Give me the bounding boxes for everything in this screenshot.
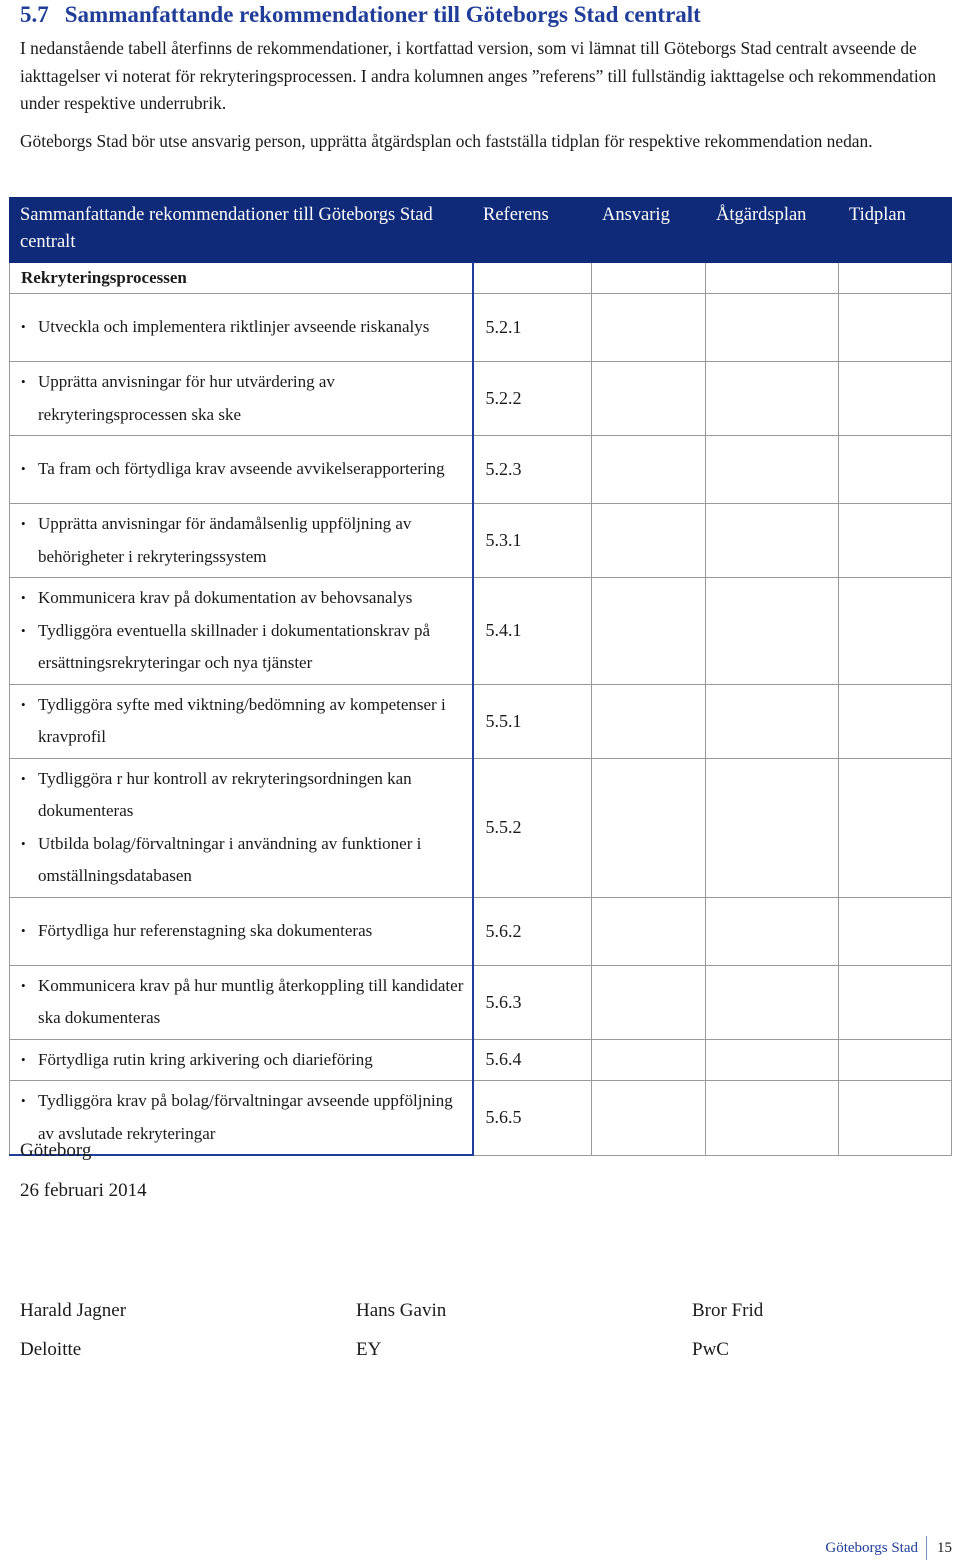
header-ansvarig: Ansvarig <box>592 198 706 263</box>
reference-cell: 5.6.4 <box>473 1039 592 1081</box>
recommendation-item <box>21 915 466 948</box>
ansvarig-cell <box>592 436 706 504</box>
recommendation-text: Tydliggöra eventuella skillnader i dokumentationskrav på ersättningsrekryteringar och nya tjänster <box>38 620 431 672</box>
tidplan-cell <box>839 965 952 1039</box>
recommendation-cell <box>10 362 473 436</box>
tidplan-cell <box>839 1081 952 1156</box>
recommendation-text: Ta fram och förtydliga krav avseende avvikelserapportering <box>38 459 445 479</box>
subheading-row <box>10 263 952 294</box>
reference-cell: 5.2.3 <box>473 436 592 504</box>
bullet-icon: • <box>21 835 26 851</box>
atgardsplan-cell <box>706 897 839 965</box>
reference-cell: 5.4.1 <box>473 578 592 685</box>
section-number: 5.7 <box>20 2 49 27</box>
tidplan-cell <box>839 578 952 685</box>
atgardsplan-cell <box>706 578 839 685</box>
ansvarig-cell <box>592 965 706 1039</box>
recommendation-cell <box>10 578 473 685</box>
table-cell <box>473 263 592 294</box>
tidplan-cell <box>839 758 952 897</box>
table-row <box>10 294 952 362</box>
signature-org: Deloitte <box>20 1339 82 1360</box>
recommendation-text: Utbilda bolag/förvaltningar i användning av funktioner i omställningsdatabasen <box>38 833 422 885</box>
atgardsplan-cell <box>706 1081 839 1156</box>
recommendation-text: Tydliggöra syfte med viktning/bedömning av kompetenser i kravprofil <box>38 694 446 746</box>
tidplan-cell <box>839 897 952 965</box>
table-row <box>10 504 952 578</box>
signature-name: Harald Jagner <box>20 1300 127 1321</box>
ansvarig-cell <box>592 758 706 897</box>
table-cell <box>592 263 706 294</box>
recommendation-text: Tydliggöra r hur kontroll av rekryteringsordningen kan dokumenteras <box>38 768 412 820</box>
recommendation-text: Upprätta anvisningar för hur utvärdering av rekryteringsprocessen ska ske <box>38 372 335 424</box>
bullet-icon: • <box>21 1093 26 1108</box>
reference-cell: 5.5.1 <box>473 684 592 758</box>
signature-name: Hans Gavin <box>356 1300 447 1321</box>
recommendation-text: Tydliggöra krav på bolag/förvaltningar avseende uppföljning av avslutade rekryteringar <box>38 1091 453 1143</box>
header-referens: Referens <box>473 198 592 263</box>
footer-divider <box>926 1536 927 1560</box>
table-cell <box>706 263 839 294</box>
bullet-icon: • <box>21 922 26 938</box>
recommendation-cell <box>10 504 473 578</box>
bullet-icon: • <box>21 590 26 605</box>
tidplan-cell <box>839 1039 952 1081</box>
bullet-icon: • <box>21 374 26 389</box>
bullet-icon: • <box>21 622 26 638</box>
closing-place: Göteborg <box>20 1140 92 1161</box>
recommendation-cell <box>10 294 473 362</box>
footer-org: Göteborgs Stad <box>825 1539 918 1556</box>
atgardsplan-cell <box>706 1039 839 1081</box>
ansvarig-cell <box>592 897 706 965</box>
atgardsplan-cell <box>706 504 839 578</box>
table-row <box>10 684 952 758</box>
reference-cell: 5.6.3 <box>473 965 592 1039</box>
recommendation-text: Kommunicera krav på dokumentation av behovsanalys <box>38 588 413 607</box>
recommendation-item <box>21 970 466 1035</box>
table-row <box>10 578 952 685</box>
recommendation-cell <box>10 965 473 1039</box>
recommendations-table <box>9 197 952 1156</box>
page-number: 15 <box>937 1539 952 1556</box>
tidplan-cell <box>839 294 952 362</box>
reference-cell: 5.6.5 <box>473 1081 592 1156</box>
tidplan-cell <box>839 362 952 436</box>
header-recommendations: Sammanfattande rekommendationer till Göteborgs Stad centralt <box>10 198 473 263</box>
tidplan-cell <box>839 504 952 578</box>
atgardsplan-cell <box>706 362 839 436</box>
table-header-row <box>10 198 952 263</box>
table-row <box>10 362 952 436</box>
bullet-icon: • <box>21 696 26 712</box>
section-title: Sammanfattande rekommendationer till Göteborgs Stad centralt <box>64 2 701 27</box>
signature-org: PwC <box>692 1339 729 1360</box>
recommendation-text: Utveckla och implementera riktlinjer avseende riskanalys <box>38 317 430 337</box>
bullet-icon: • <box>21 977 26 993</box>
recommendation-item <box>21 1044 466 1077</box>
recommendation-text: Kommunicera krav på hur muntlig återkoppling till kandidater ska dokumenteras <box>38 975 464 1027</box>
ansvarig-cell <box>592 1081 706 1156</box>
recommendation-cell <box>10 684 473 758</box>
ansvarig-cell <box>592 504 706 578</box>
recommendation-text: Förtydliga rutin kring arkivering och diarieföring <box>38 1049 373 1069</box>
bullet-icon: • <box>21 319 26 335</box>
reference-cell: 5.2.1 <box>473 294 592 362</box>
table-row <box>10 758 952 897</box>
atgardsplan-cell <box>706 436 839 504</box>
recommendation-text: Förtydliga hur referenstagning ska dokumenteras <box>38 920 373 940</box>
recommendation-item <box>21 508 466 573</box>
header-tidplan: Tidplan <box>839 198 952 263</box>
ansvarig-cell <box>592 294 706 362</box>
bullet-icon: • <box>21 516 26 531</box>
table-row <box>10 1039 952 1081</box>
recommendation-item <box>21 453 466 486</box>
atgardsplan-cell <box>706 965 839 1039</box>
recommendation-cell <box>10 897 473 965</box>
recommendation-item <box>21 366 466 431</box>
bullet-icon: • <box>21 770 26 786</box>
table-body <box>10 263 952 1156</box>
table-row <box>10 897 952 965</box>
tidplan-cell <box>839 684 952 758</box>
table-row <box>10 436 952 504</box>
bullet-icon: • <box>21 1051 26 1067</box>
recommendation-item <box>21 311 466 344</box>
ansvarig-cell <box>592 684 706 758</box>
recommendation-cell <box>10 758 473 897</box>
ansvarig-cell <box>592 578 706 685</box>
instruction-paragraph: Göteborgs Stad bör utse ansvarig person, upprätta åtgärdsplan och fastställa tidplan för respektive rekommendation nedan. <box>20 131 873 151</box>
tidplan-cell <box>839 436 952 504</box>
atgardsplan-cell <box>706 294 839 362</box>
reference-cell: 5.6.2 <box>473 897 592 965</box>
page-footer <box>825 1536 952 1560</box>
ansvarig-cell <box>592 362 706 436</box>
recommendation-text: Upprätta anvisningar för ändamålsenlig uppföljning av behörigheter i rekryteringssystem <box>38 514 412 566</box>
recommendation-item <box>21 582 466 615</box>
table-row <box>10 965 952 1039</box>
table-cell <box>839 263 952 294</box>
recommendation-item <box>21 615 466 680</box>
recommendation-item <box>21 828 466 893</box>
table-row <box>10 1081 952 1156</box>
recommendation-item <box>21 763 466 828</box>
atgardsplan-cell <box>706 758 839 897</box>
header-atgardsplan: Åtgärdsplan <box>706 198 839 263</box>
recommendation-cell <box>10 436 473 504</box>
signature-name: Bror Frid <box>692 1300 764 1321</box>
recommendation-item <box>21 689 466 754</box>
ansvarig-cell <box>592 1039 706 1081</box>
closing-date: 26 februari 2014 <box>20 1180 147 1201</box>
section-heading <box>20 2 701 28</box>
reference-cell: 5.3.1 <box>473 504 592 578</box>
reference-cell: 5.2.2 <box>473 362 592 436</box>
intro-paragraph: I nedanstående tabell återfinns de rekommendationer, i kortfattad version, som vi lämnat till Göteborgs Stad centralt avseende de iakttagelser vi noterat för rekryteringsprocessen. I andra kolumnen anges ”referens” till fullständig iakttagelse och rekommendation under respektive underrubrik. <box>20 38 937 113</box>
subheading-rekryteringsprocessen: Rekryteringsprocessen <box>10 263 473 294</box>
recommendation-cell <box>10 1039 473 1081</box>
bullet-icon: • <box>21 461 26 477</box>
atgardsplan-cell <box>706 684 839 758</box>
signature-org: EY <box>356 1339 382 1360</box>
reference-cell: 5.5.2 <box>473 758 592 897</box>
